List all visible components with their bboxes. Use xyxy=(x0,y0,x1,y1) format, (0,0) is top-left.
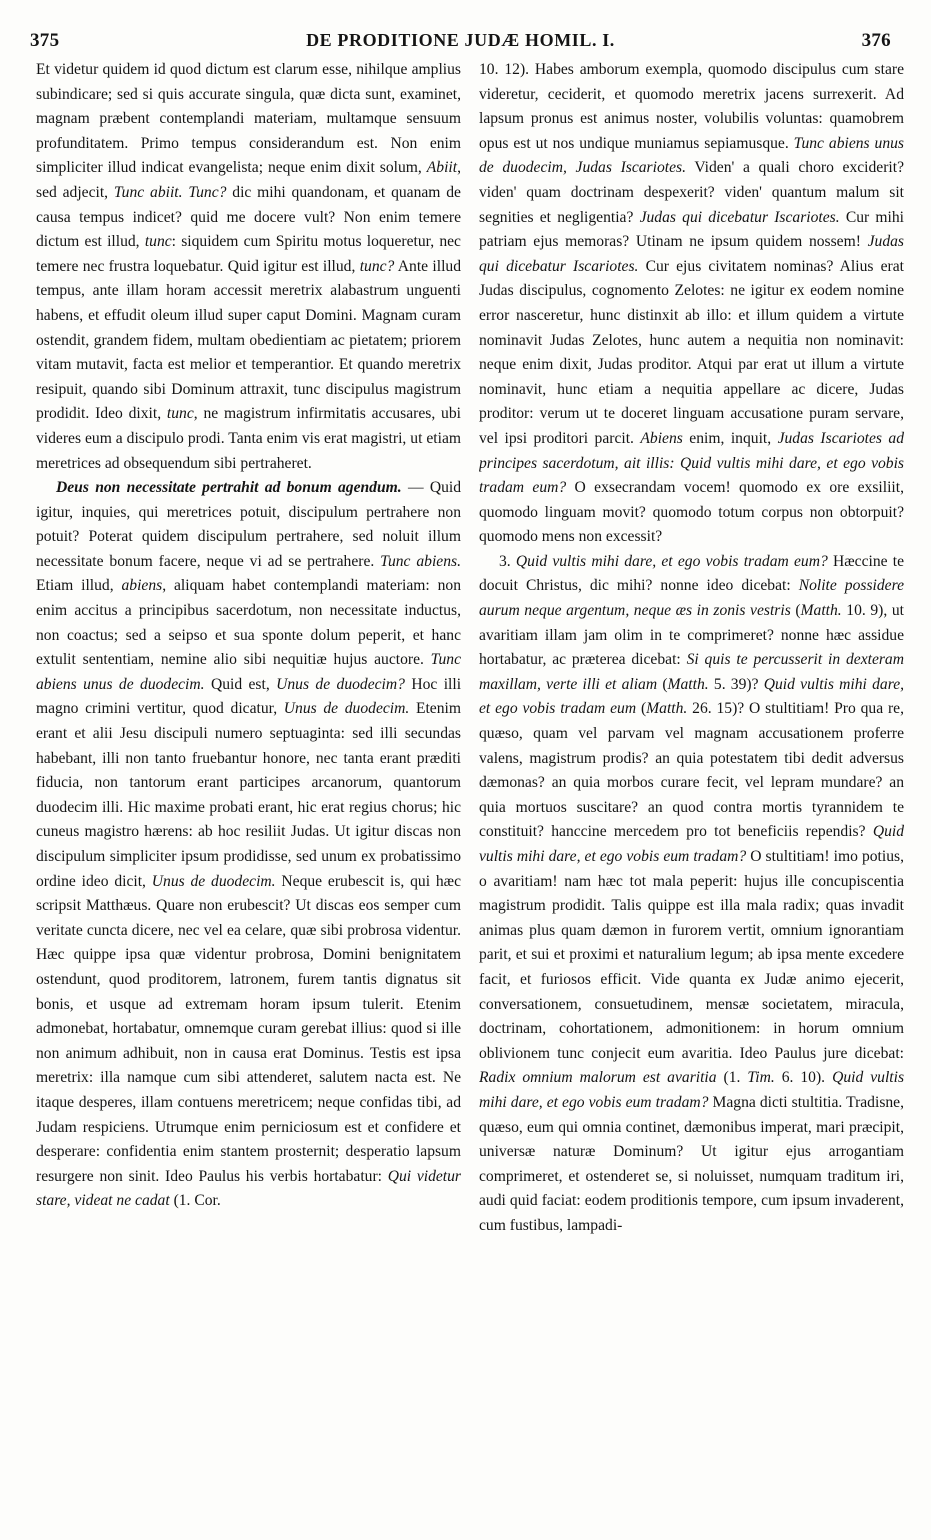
text-run: ( xyxy=(657,675,668,693)
italic-run: Tim. xyxy=(747,1069,775,1087)
text-run: 10. 9), ut avaritiam illam jam olim in te comprimeret? nonne hæc assidue hortabatur, ac præterea dicebat: xyxy=(479,602,904,669)
text-run: 6. 10). xyxy=(774,1069,833,1087)
text-run: enim, inquit, xyxy=(682,429,778,447)
paragraph xyxy=(479,550,904,1239)
text-run: 10. 12). Habes amborum exempla, quomodo discipulus cum stare videretur, ceciderit, et quomodo meretrix jacens surrexerit. Ad lapsum pronus est animus noster, volubilis voluntas: quamobrem opus est ut nos undique muniamus sepiamusque. xyxy=(479,61,904,152)
text-run: , ne magistrum infirmitatis accusares, ubi videres eum a discipulo prodi. Tanta enim vis erat magistri, ut etiam meretrices ad obsequendum sibi pertraheret. xyxy=(36,405,461,472)
paragraph xyxy=(36,58,461,476)
text-run: Cur mihi patriam ejus memoras? Utinam ne ipsum quidem nossem! xyxy=(479,208,904,251)
running-header xyxy=(30,30,891,56)
text-run: Cur ejus civitatem nominas? Alius erat Judas discipulus, cognomento Zelotes: ne igitur ex eodem nomine error nasceretur, hunc distinxit ab illo: et illum quidem a virtute nominavit Judas Zelotes, hunc autem a nequitia non nominavit: neque enim dixit, Judas proditor. Atqui par erat ut illum a virtute nominavit, hunc etiam a nequitia appellare ac dicere, Judas proditor: verum ut te doceret linguam accusatione puram servare, vel ipsi proditori parcit. xyxy=(479,257,904,447)
text-run: dic mihi quandonam, et quanam de causa tempus indicet? quid me docere vult? Non enim temere dictum est illud, xyxy=(36,183,461,251)
text-run: Ante illud tempus, ante illam horam accessit meretrix alabastrum unguenti habens, et effudit oleum illud super caput Domini. Magnam curam ostendit, grandem fidem, multam obedientiam ac pietatem; priorem vitam mutavit, facta est melior et temperantior. Et quando meretrix resipuit, quando sibi Dominum attraxit, tunc discipulus magistrum prodidit. Ideo dixit, xyxy=(36,257,461,423)
italic-run: Judas qui dicebatur Iscariotes. xyxy=(479,233,904,275)
italic-run: abiens xyxy=(121,577,163,595)
italic-run: Quid vultis mihi dare, et ego vobis eum tradam? xyxy=(479,1069,904,1111)
italic-run: Unus de duodecim. xyxy=(283,700,410,718)
text-run: Etiam illud, xyxy=(36,577,122,595)
italic-run: Tunc abiens unus de duodecim, Judas Iscariotes. xyxy=(479,134,904,177)
paragraph xyxy=(36,476,461,1214)
text-run: ( xyxy=(636,700,647,718)
italic-run: Abiit xyxy=(426,159,458,177)
italic-run: Unus de duodecim. xyxy=(151,872,276,890)
italic-run: tunc xyxy=(166,405,194,423)
left-page-number: 375 xyxy=(30,30,60,51)
right-page-number: 376 xyxy=(861,30,891,51)
text-run: ( xyxy=(790,602,801,620)
italic-run: tunc? xyxy=(359,257,395,275)
text-run: O stultitiam! imo potius, o avaritiam! nam hæc tot mala peperit: hujus ille concupiscentia magistrum prodidit. Talis quippe est illa mala radix; quas invadit animas plus quam dæmon in furorem vertit, omnium ignorantiam parit, et sui et proximi et naturalium legum; ab ipsa mente excedere facit, et furiosos efficit. Vide quanta ex Judæ animo ejecerit, conversationem, consuetudinem, mensæ societatem, miracula, doctrinam, cohortationem, admonitionem: in horum omnium oblivionem tunc conjecit eum avaritia. Ideo Paulus jure dicebat: xyxy=(479,848,904,1062)
italic-run: Quid vultis mihi dare, et ego vobis tradam eum xyxy=(479,675,904,718)
italic-run: Quid vultis mihi dare, et ego vobis eum tradam? xyxy=(479,823,904,865)
paragraph xyxy=(479,58,904,550)
text-run: Neque erubescit is, qui hæc scripsit Matthæus. Quare non erubescit? Ut discas eos semper cum veritate cuncta dicere, nec vel ea celare, quæ sibi probrosa videntur. Hæc quippe ipsa quæ videntur probrosa, Domini benignitatem ostendunt, quod proditorem, latronem, furem tantis dignatus sit bonis, et usque ad extremam horam ipsum tulerit. Etenim admonebat, hortabatur, omnemque curam gerebat illius: quod si ille non animum adhibuit, non in causa erat Dominus. Testis est ipsa meretrix: illa namque cum sibi attenderet, salutem nacta est. Ne itaque desperes, illam contuens meretricem; neque confidas tibi, ad Judam respiciens. Utrumque enim perniciosum est et confidere et desperare: confidentia enim stantem prosternit; desperatio lapsum resurgere non sinit. Ideo Paulus his verbis hortabatur: xyxy=(36,872,461,1185)
italic-run: Tunc abiens unus de duodecim. xyxy=(36,651,461,693)
italic-run: Tunc abiens. xyxy=(380,552,461,570)
italic-run: Nolite possidere aurum neque argentum, neque æs in zonis vestris xyxy=(479,577,904,620)
section-heading: Deus non necessitate pertrahit ad bonum agendum. xyxy=(56,479,402,497)
italic-run: Tunc abiit. Tunc? xyxy=(113,183,227,201)
italic-run: Quid vultis mihi dare, et ego vobis tradam eum? xyxy=(515,552,828,570)
text-run: Et videtur quidem id quod dictum est clarum esse, nihilque amplius subindicare; sed si quis accurate singula, quæ dicta sunt, examinet, magnam præbent contemplandi materiam, multamque sensuum profunditatem. Primo tempus considerandum est. Non enim simpliciter illud indicat evangelista; neque enim dixit solum, xyxy=(36,61,461,177)
italic-run: Qui videtur stare, videat ne cadat xyxy=(36,1167,461,1210)
text-run: 5. 39)? xyxy=(708,675,764,693)
text-run: : siquidem cum Spiritu motus loqueretur, nec temere nec frustra loquebatur. Quid igitur est illud, xyxy=(36,233,461,275)
italic-run: Matth. xyxy=(667,675,709,693)
text-run: (1. Cor. xyxy=(169,1192,221,1210)
text-run: 26. 15)? O stultitiam! Pro qua re, quæso, quam vel parvam vel magnam accusationem proferre valens, magistrum prodis? an quia potestatem tibi dedit adversus dæmonas? an quia morbos curare fecit, vel lepram mundare? an quia mortuos suscitare? an quod contra mortis tyrannidem te constituit? hanccine mercedem pro tot beneficiis rependis? xyxy=(479,700,904,841)
left-text-column xyxy=(36,58,461,1520)
italic-run: tunc xyxy=(144,233,172,251)
italic-run: Judas Iscariotes ad principes sacerdotum, ait illis: Quid vultis mihi dare, et ego vobis tradam eum? xyxy=(479,429,904,497)
text-run: — Quid igitur, inquies, qui meretrices potuit, discipulum pertrahere non potuit? Poterat quidem discipulum pertrahere, sed noluit illum necessitate bonum facere, neque vi ad se pertrahere. xyxy=(36,479,461,570)
text-run: Etenim erant et alii Jesu discipuli numero septuaginta: sed illi secundas habebant, illi non tanto fruebantur honore, nec tanta erant præditi fiducia, non tantorum erant participes arcanorum, quantorum duodecim illi. Hic maxime probati erant, hic erat regius chorus; hic cuneus magistro hærens: ab hoc resiliit Judas. Ut igitur discas non discipulum simpliciter ipsum prodidisse, sed unum ex probatissimo ordine ideo dicit, xyxy=(36,700,461,890)
italic-run: Unus de duodecim? xyxy=(276,675,405,693)
text-run: , sed adjecit, xyxy=(36,159,461,201)
text-run: 3. xyxy=(499,552,516,570)
text-run: Hoc illi magno crimini vertitur, quod dicatur, xyxy=(36,675,461,718)
running-title: DE PRODITIONE JUDÆ HOMIL. I. xyxy=(306,30,615,50)
text-run: Magna dicti stultitia. Tradisne, quæso, eum qui omnia continet, dæmonibus imperat, mari præcipit, universæ naturæ Dominum? Ut igitur ejus arrogantiam comprimeret, et ostenderet se, si noluisset, numquam traditum iri, audi quid faciat: eodem proditionis tempore, cum ipsum invaderent, cum fustibus, lampadi- xyxy=(479,1093,904,1234)
text-run: , aliquam habet contemplandi materiam: non enim accitus a principibus sacerdotum, non necessitate inductus, non coactus; sed a seipso et sua sponte dolum peperit, et hanc extulit sententiam, nemine alio sibi nequitiæ hujus auctore. xyxy=(36,577,461,669)
italic-run: Judas qui dicebatur Iscariotes. xyxy=(639,208,840,226)
right-text-column xyxy=(479,58,904,1520)
text-run: Quid est, xyxy=(204,675,277,693)
italic-run: Abiens xyxy=(640,429,683,447)
italic-run: Matth. xyxy=(800,602,842,620)
italic-run: Si quis te percusserit in dexteram maxillam, verte illi et aliam xyxy=(479,651,904,693)
text-run: O exsecrandam vocem! quomodo ex ore exsiliit, quomodo linguam movit? quomodo totum corpus non obtorpuit? quomodo mens non excessit? xyxy=(479,479,904,546)
text-run: Hæccine te docuit Christus, dic mihi? nonne ideo dicebat: xyxy=(479,552,904,595)
italic-run: Radix omnium malorum est avaritia xyxy=(479,1069,717,1087)
text-run: (1. xyxy=(716,1069,748,1087)
italic-run: Matth. xyxy=(646,700,688,718)
text-run: Viden' a quali choro exciderit? viden' quam doctrinam despexerit? viden' quantum malum sit segnities et negligentia? xyxy=(479,159,904,226)
